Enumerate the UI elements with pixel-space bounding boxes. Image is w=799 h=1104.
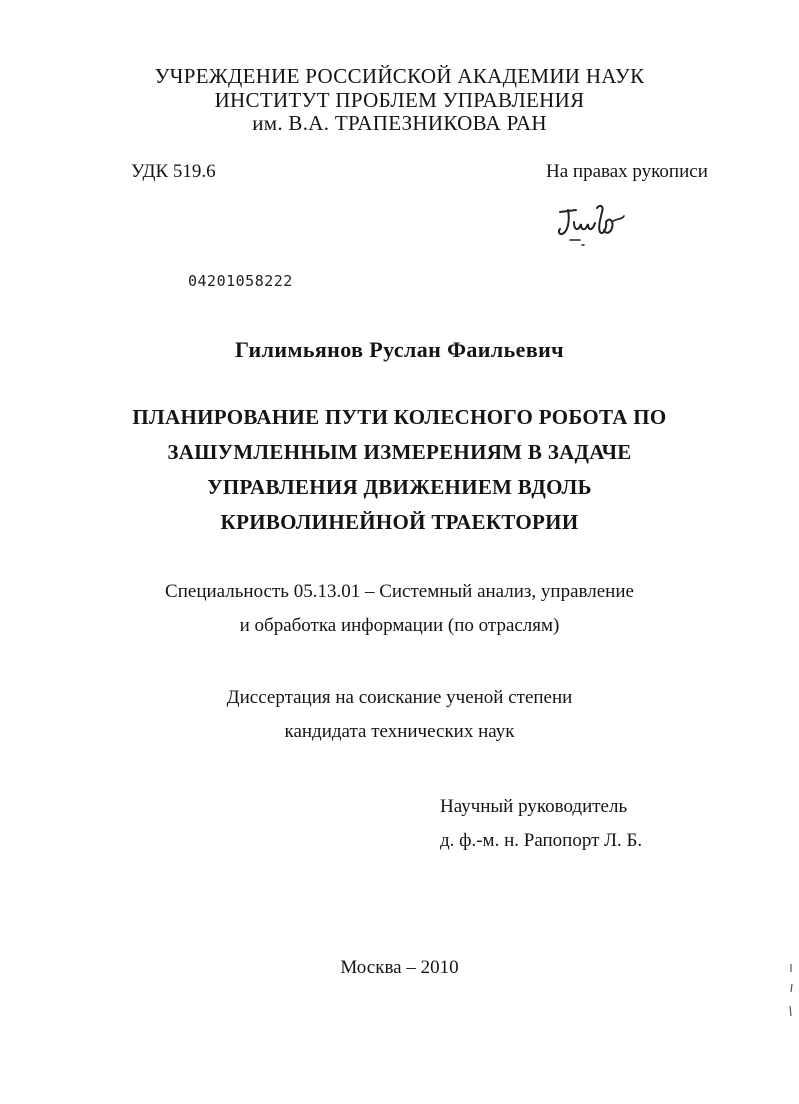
title-line-2: ЗАШУМЛЕННЫМ ИЗМЕРЕНИЯМ В ЗАДАЧЕ (167, 440, 632, 464)
supervisor-name: д. ф.-м. н. Рапопорт Л. Б. (440, 830, 643, 851)
place-and-year: Москва – 2010 (340, 957, 459, 978)
scan-edge-marks (785, 962, 797, 1027)
author-name: Гилимьянов Руслан Фаильевич (234, 337, 564, 362)
rights-note: На правах рукописи (546, 161, 708, 182)
degree-line-1: Диссертация на соискание ученой степени (226, 687, 573, 708)
title-line-4: КРИВОЛИНЕЙНОЙ ТРАЕКТОРИИ (220, 510, 579, 534)
signature-icon (556, 198, 628, 250)
supervisor-label: Научный руководитель (440, 796, 628, 817)
udc-code: УДК 519.6 (131, 161, 216, 182)
registration-number: 04201058222 (188, 272, 293, 290)
specialty-line-1: Специальность 05.13.01 – Системный анализ, управление (165, 581, 634, 602)
title-line-3: УПРАВЛЕНИЯ ДВИЖЕНИЕМ ВДОЛЬ (207, 475, 592, 499)
institution-line-1: УЧРЕЖДЕНИЕ РОССИЙСКОЙ АКАДЕМИИ НАУК (154, 64, 645, 88)
title-line-1: ПЛАНИРОВАНИЕ ПУТИ КОЛЕСНОГО РОБОТА ПО (132, 405, 667, 429)
institution-line-2: ИНСТИТУТ ПРОБЛЕМ УПРАВЛЕНИЯ (214, 88, 585, 112)
specialty-line-2: и обработка информации (по отраслям) (239, 615, 560, 636)
degree-line-2: кандидата технических наук (284, 721, 515, 742)
institution-line-3: им. В.А. ТРАПЕЗНИКОВА РАН (252, 111, 547, 135)
